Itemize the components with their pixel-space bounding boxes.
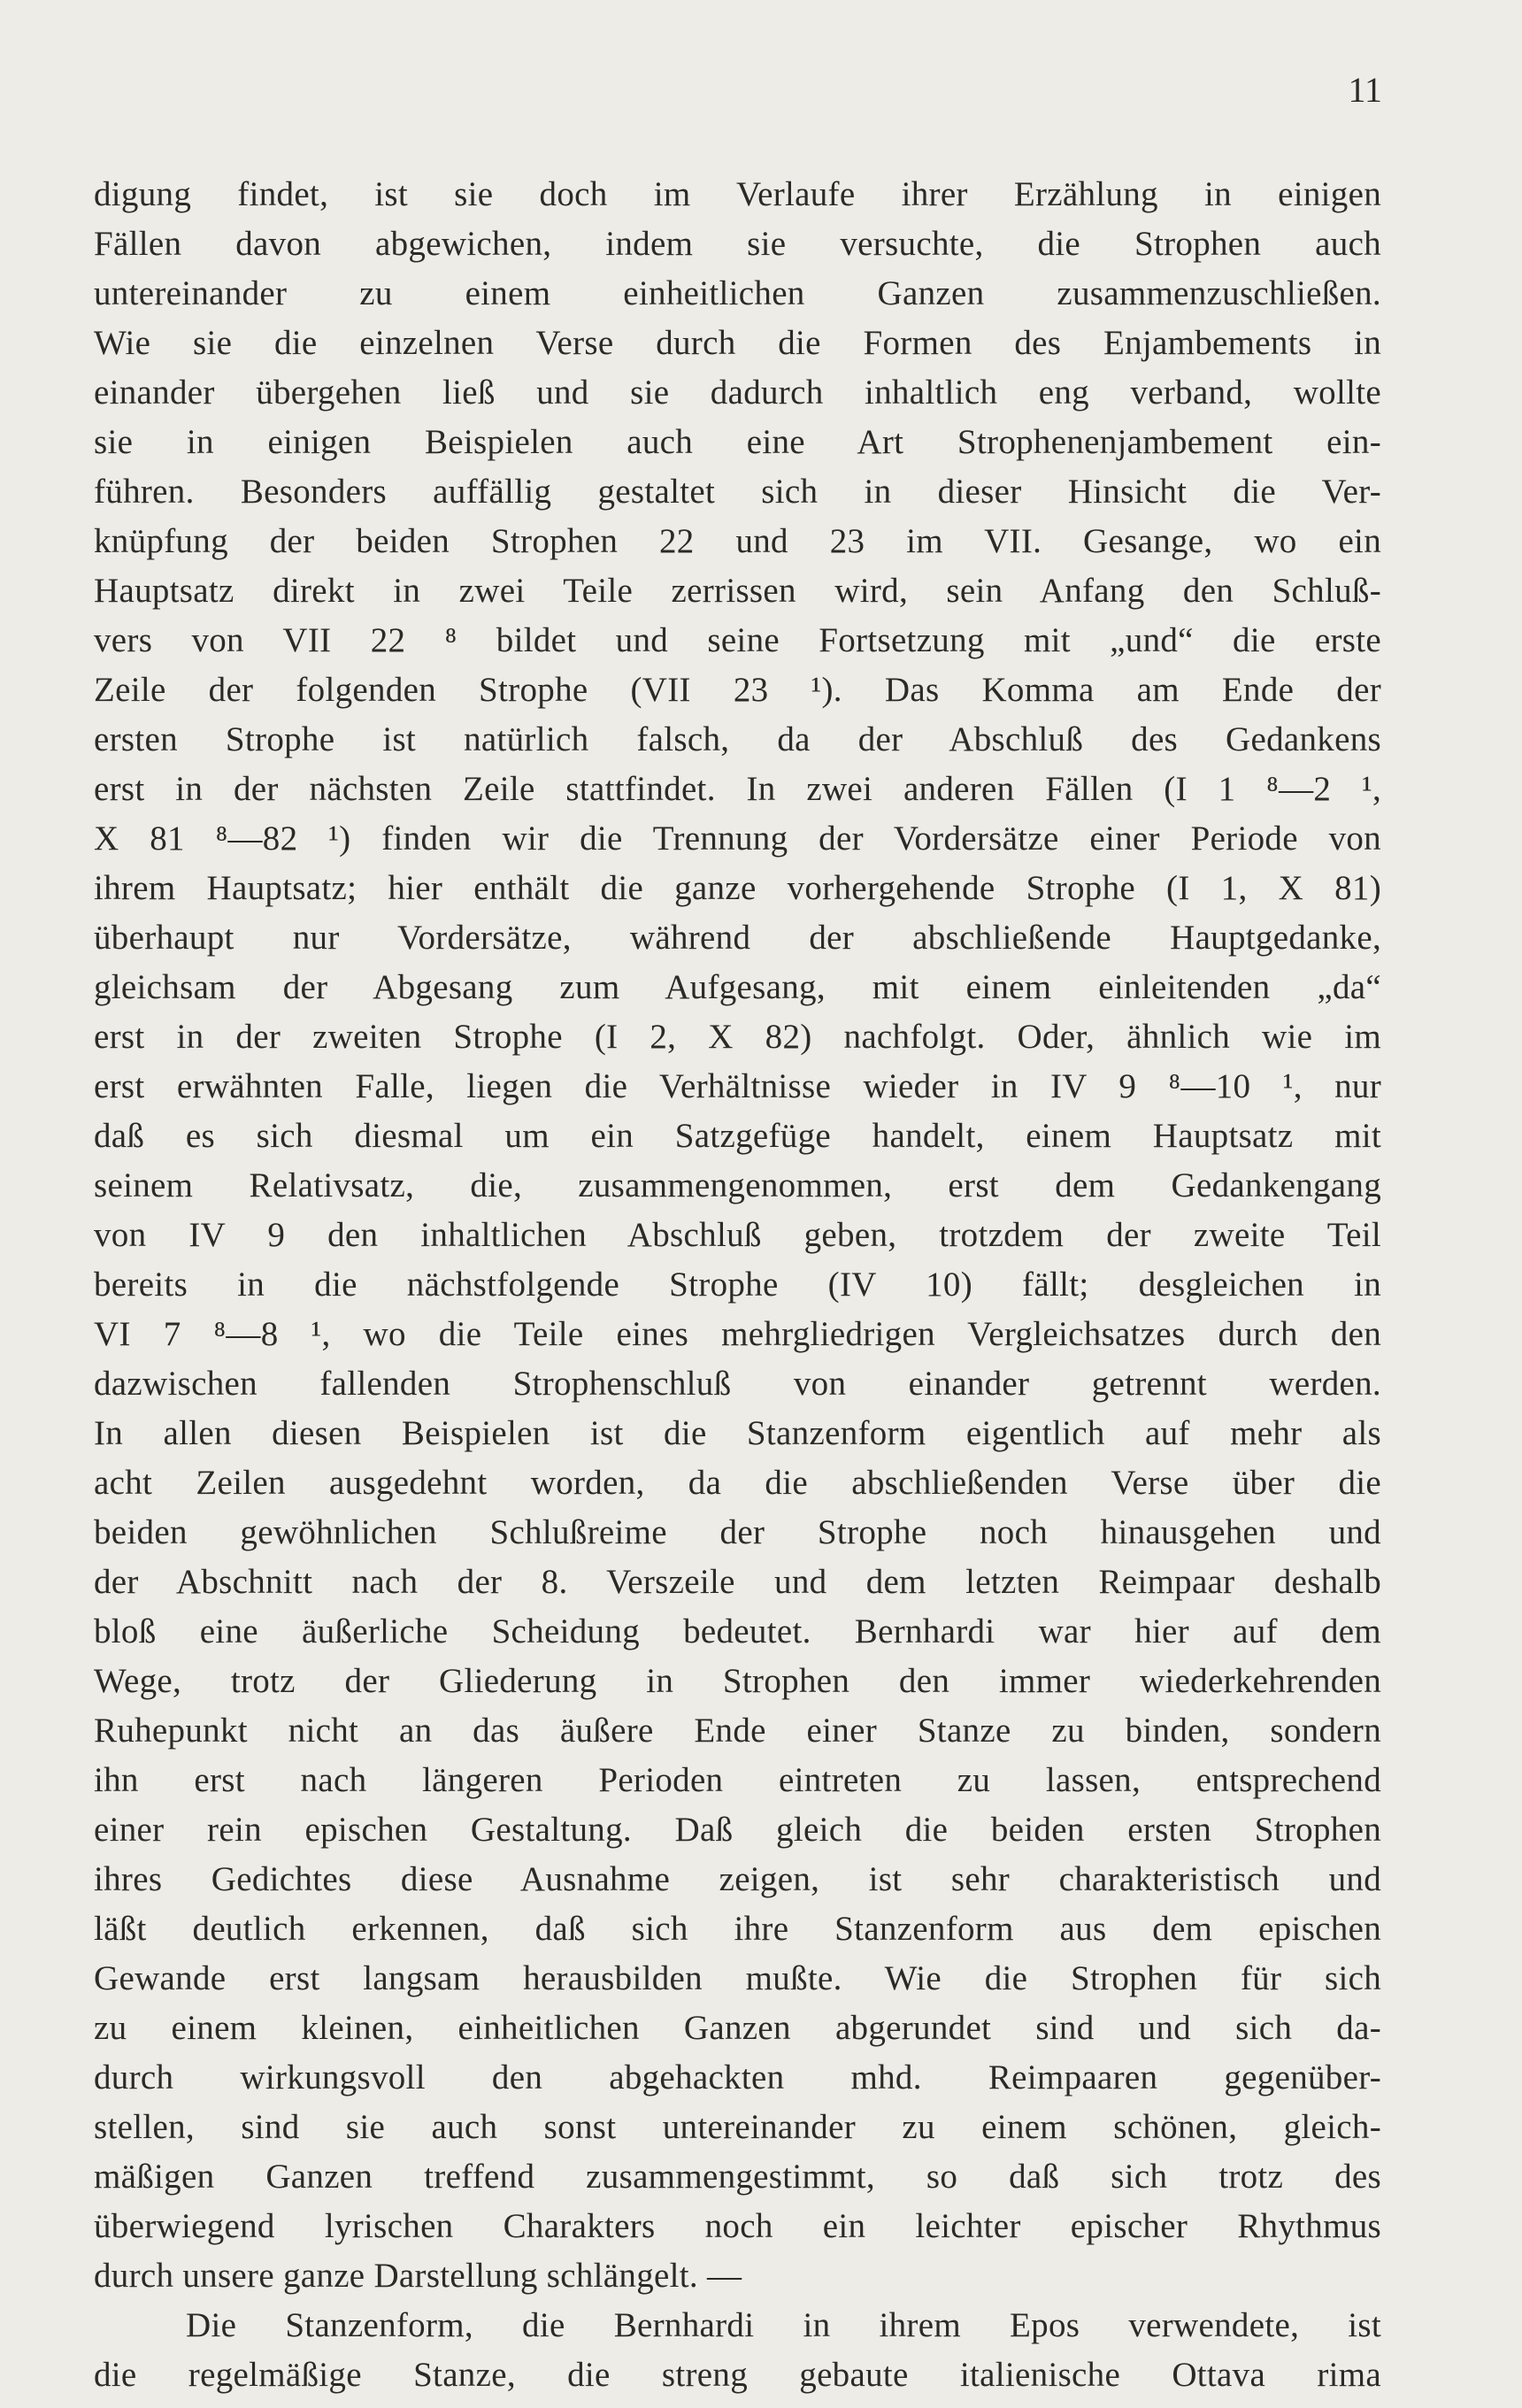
text-line: Fällen davon abgewichen, indem sie versuchte, die Strophen auch (94, 225, 1381, 263)
text-line: Gewande erst langsam herausbilden mußte. Wie die Strophen für sich (94, 1959, 1381, 1997)
text-line: Zeile der folgenden Strophe (VII 23 ¹). Das Komma am Ende der (94, 671, 1381, 709)
text-line: ihrem Hauptsatz; hier enthält die ganze vorhergehende Strophe (I 1, X 81) (94, 869, 1381, 907)
text-line: überhaupt nur Vordersätze, während der abschließende Hauptgedanke, (94, 919, 1381, 957)
text-line: bloß eine äußerliche Scheidung bedeutet. Bernhardi war hier auf dem (94, 1612, 1381, 1650)
text-line: überwiegend lyrischen Charakters noch ein leichter epischer Rhythmus (94, 2207, 1381, 2245)
text-line: Die Stanzenform, die Bernhardi in ihrem Epos verwendete, ist (186, 2306, 1381, 2344)
paragraph-1 (94, 170, 1381, 2301)
text-line: einander übergehen ließ und sie dadurch inhaltlich eng verband, wollte (94, 373, 1381, 412)
text-line: stellen, sind sie auch sonst untereinander zu einem schönen, gleich- (94, 2108, 1381, 2146)
text-line: mäßigen Ganzen treffend zusammengestimmt, so daß sich trotz des (94, 2158, 1381, 2196)
text-line: In allen diesen Beispielen ist die Stanzenform eigentlich auf mehr als (94, 1414, 1381, 1452)
text-line: bereits in die nächstfolgende Strophe (IV 10) fällt; desgleichen in (94, 1266, 1381, 1304)
text-line: vers von VII 22 ⁸ bildet und seine Fortsetzung mit „und“ die erste (94, 621, 1381, 659)
text-line: ersten Strophe ist natürlich falsch, da der Abschluß des Gedankens (94, 720, 1381, 758)
text-line: dazwischen fallenden Strophenschluß von einander getrennt werden. (94, 1365, 1381, 1403)
text-line: Wege, trotz der Gliederung in Strophen den immer wiederkehrenden (94, 1662, 1381, 1700)
text-line: VI 7 ⁸—8 ¹, wo die Teile eines mehrgliedrigen Vergleichsatzes durch den (94, 1315, 1381, 1353)
text-line: erst in der zweiten Strophe (I 2, X 82) nachfolgt. Oder, ähnlich wie im (94, 1018, 1381, 1056)
text-line: der Abschnitt nach der 8. Verszeile und dem letzten Reimpaar deshalb (94, 1563, 1381, 1601)
text-line: digung findet, ist sie doch im Verlaufe ihrer Erzählung in einigen (94, 175, 1381, 213)
paragraph-2 (94, 2301, 1381, 2400)
text-line: die regelmäßige Stanze, die streng gebaute italienische Ottava rima (94, 2356, 1381, 2394)
text-line: führen. Besonders auffällig gestaltet sich in dieser Hinsicht die Ver- (94, 473, 1381, 511)
text-line: durch unsere ganze Darstellung schlängelt. — (94, 2257, 742, 2295)
text-line: Wie sie die einzelnen Verse durch die Formen des Enjambements in (94, 324, 1381, 362)
text-line: sie in einigen Beispielen auch eine Art Strophenenjambement ein- (94, 423, 1381, 461)
text-line: durch wirkungsvoll den abgehackten mhd. Reimpaaren gegenüber- (94, 2058, 1381, 2096)
text-line: knüpfung der beiden Strophen 22 und 23 im VII. Gesange, wo ein (94, 522, 1381, 560)
text-line: einer rein epischen Gestaltung. Daß gleich die beiden ersten Strophen (94, 1811, 1381, 1849)
page-number: 11 (1348, 70, 1382, 110)
text-line: X 81 ⁸—82 ¹) finden wir die Trennung der Vordersätze einer Periode von (94, 819, 1381, 858)
text-line: Hauptsatz direkt in zwei Teile zerrissen wird, sein Anfang den Schluß- (94, 572, 1381, 610)
text-line: acht Zeilen ausgedehnt worden, da die abschließenden Verse über die (94, 1464, 1381, 1502)
text-line: untereinander zu einem einheitlichen Ganzen zusammenzuschließen. (94, 274, 1381, 312)
text-line: ihres Gedichtes diese Ausnahme zeigen, ist sehr charakteristisch und (94, 1860, 1381, 1898)
text-line: läßt deutlich erkennen, daß sich ihre Stanzenform aus dem epischen (94, 1910, 1381, 1948)
text-line: daß es sich diesmal um ein Satzgefüge handelt, einem Hauptsatz mit (94, 1117, 1381, 1155)
text-line: gleichsam der Abgesang zum Aufgesang, mit einem einleitenden „da“ (94, 968, 1381, 1006)
text-line: beiden gewöhnlichen Schlußreime der Strophe noch hinausgehen und (94, 1513, 1381, 1551)
text-line: ihn erst nach längeren Perioden eintreten zu lassen, entsprechend (94, 1761, 1381, 1799)
text-line: erst erwähnten Falle, liegen die Verhältnisse wieder in IV 9 ⁸—10 ¹, nur (94, 1067, 1381, 1105)
text-line: seinem Relativsatz, die, zusammengenommen, erst dem Gedankengang (94, 1166, 1381, 1204)
text-line: erst in der nächsten Zeile stattfindet. In zwei anderen Fällen (I 1 ⁸—2 ¹, (94, 770, 1381, 808)
text-line: zu einem kleinen, einheitlichen Ganzen abgerundet sind und sich da- (94, 2009, 1381, 2047)
text-line: Ruhepunkt nicht an das äußere Ende einer Stanze zu binden, sondern (94, 1712, 1381, 1750)
body-text (94, 170, 1381, 2400)
text-line: von IV 9 den inhaltlichen Abschluß geben, trotzdem der zweite Teil (94, 1216, 1381, 1254)
